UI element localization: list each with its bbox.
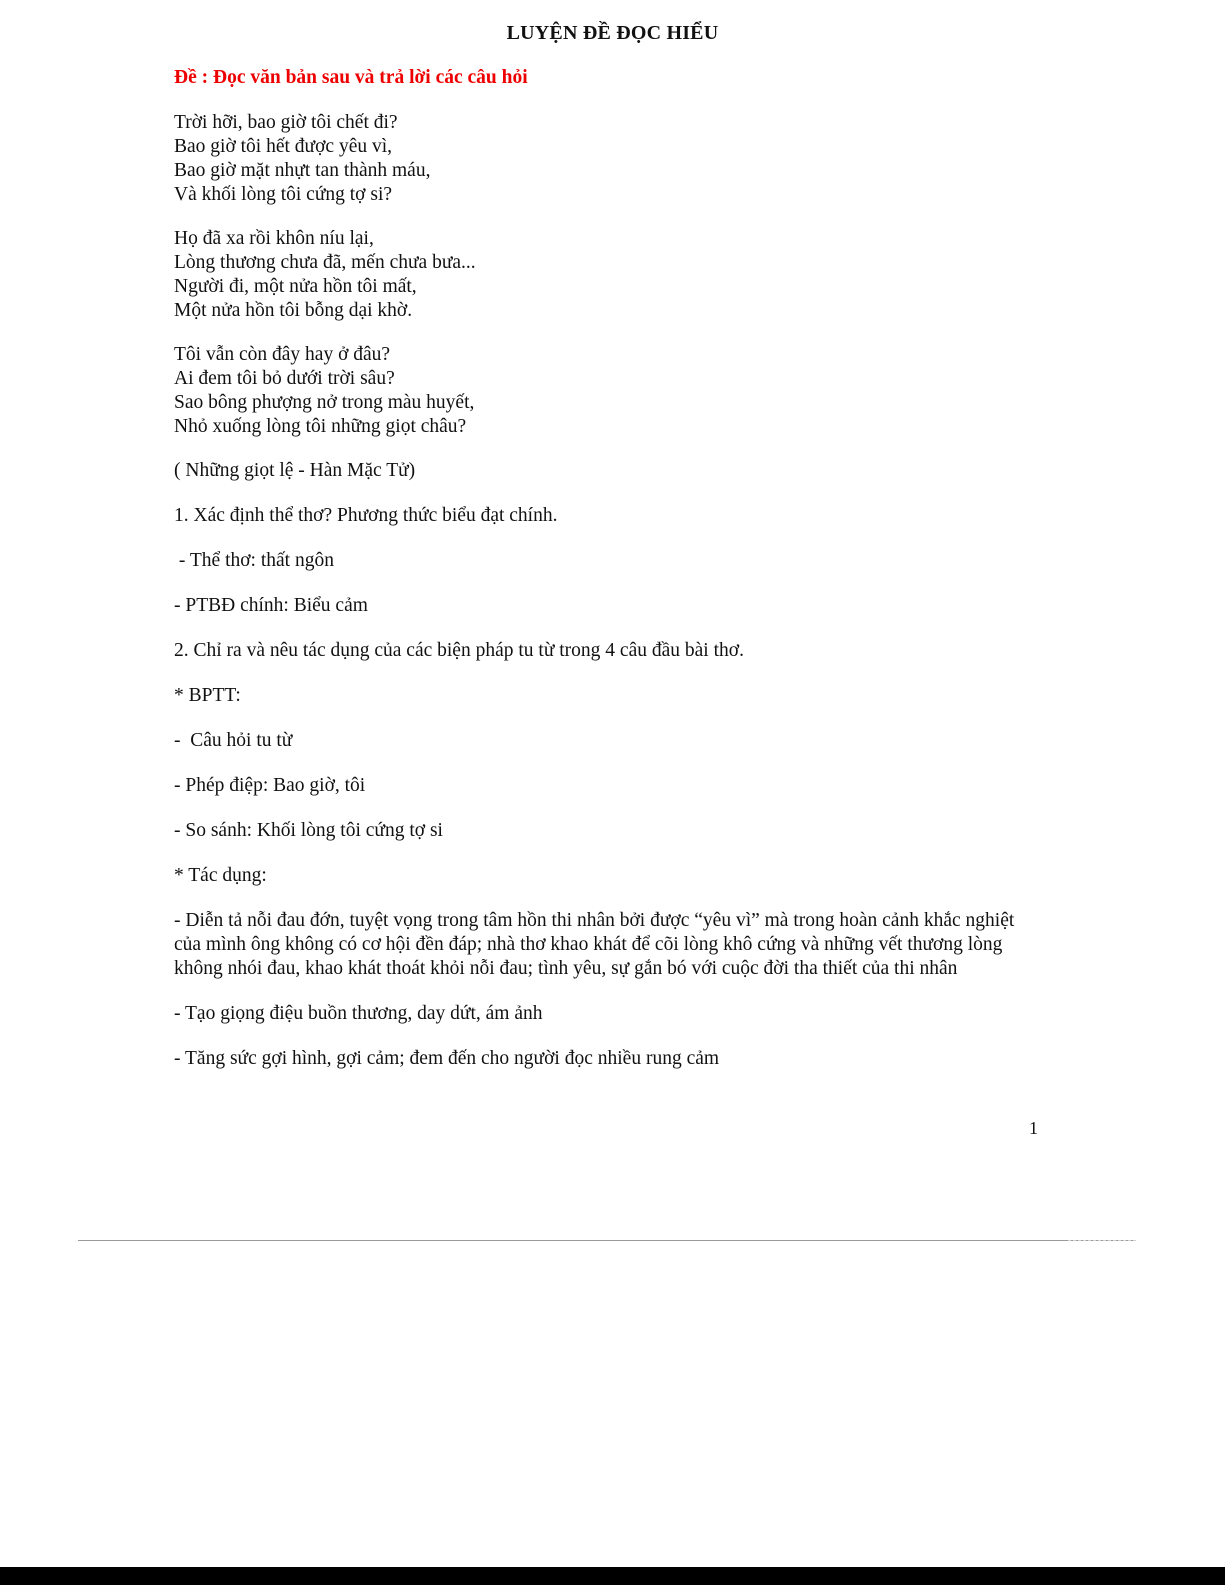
page-break-divider-faint [1068, 1240, 1136, 1241]
poem-line: Lòng thương chưa đã, mến chưa bưa... [174, 252, 476, 273]
effect-item: - Tăng sức gợi hình, gợi cảm; đem đến cho người đọc nhiều rung cảm [174, 1048, 720, 1069]
poem-line: Tôi vẫn còn đây hay ở đâu? [174, 344, 391, 365]
effect-item: - Diễn tả nỗi đau đớn, tuyệt vọng trong tâm hồn thi nhân bởi được “yêu vì” mà trong hoàn cảnh khắc nghiệt của mình ông không có cơ hội đền đáp; nhà thơ khao khát để cõi lòng khô cứng và những vết thương lòng không nhói đau, khao khát thoát khỏi nỗi đau; tình yêu, sự gắn bó với cuộc đời tha thiết của thi nhân [174, 910, 1015, 979]
poem-line: Bao giờ mặt nhựt tan thành máu, [174, 160, 431, 181]
question-2: 2. Chỉ ra và nêu tác dụng của các biện pháp tu từ trong 4 câu đầu bài thơ. [174, 640, 744, 661]
answer-1-form: - Thể thơ: thất ngôn [174, 550, 334, 571]
poem-line: Họ đã xa rồi khôn níu lại, [174, 228, 374, 249]
poem-source: ( Những giọt lệ - Hàn Mặc Tử) [174, 460, 416, 481]
poem-stanza-2 [174, 227, 1034, 323]
poem-line: Và khối lòng tôi cứng tợ si? [174, 184, 393, 205]
bptt-item: - Phép điệp: Bao giờ, tôi [174, 775, 366, 796]
poem-stanza-3 [174, 343, 1034, 439]
exercise-prompt: Đề : Đọc văn bản sau và trả lời các câu hỏi [174, 67, 528, 88]
effect-heading: * Tác dụng: [174, 865, 267, 886]
document-body [174, 66, 1034, 1092]
effect-item: - Tạo giọng điệu buồn thương, day dứt, ám ảnh [174, 1003, 543, 1024]
viewer-bottom-edge [0, 1567, 1225, 1585]
poem-line: Người đi, một nửa hồn tôi mất, [174, 276, 417, 297]
answer-1-mode: - PTBĐ chính: Biểu cảm [174, 595, 368, 616]
poem-line: Bao giờ tôi hết được yêu vì, [174, 136, 393, 157]
question-1: 1. Xác định thể thơ? Phương thức biểu đạt chính. [174, 505, 558, 526]
bptt-item: - So sánh: Khối lòng tôi cứng tợ si [174, 820, 443, 841]
document-title: LUYỆN ĐỀ ĐỌC HIỂU [506, 22, 719, 44]
poem-line: Nhỏ xuống lòng tôi những giọt châu? [174, 416, 467, 437]
poem-line: Ai đem tôi bỏ dưới trời sâu? [174, 368, 395, 389]
page-number: 1 [1029, 1118, 1038, 1138]
page-break-divider [78, 1240, 1136, 1241]
bptt-heading: * BPTT: [174, 685, 241, 706]
poem-stanza-1 [174, 111, 1034, 207]
poem-line: Một nửa hồn tôi bỗng dại khờ. [174, 300, 413, 321]
bptt-item: - Câu hỏi tu từ [174, 730, 293, 751]
poem-line: Trời hỡi, bao giờ tôi chết đi? [174, 112, 398, 133]
poem-line: Sao bông phượng nở trong màu huyết, [174, 392, 475, 413]
